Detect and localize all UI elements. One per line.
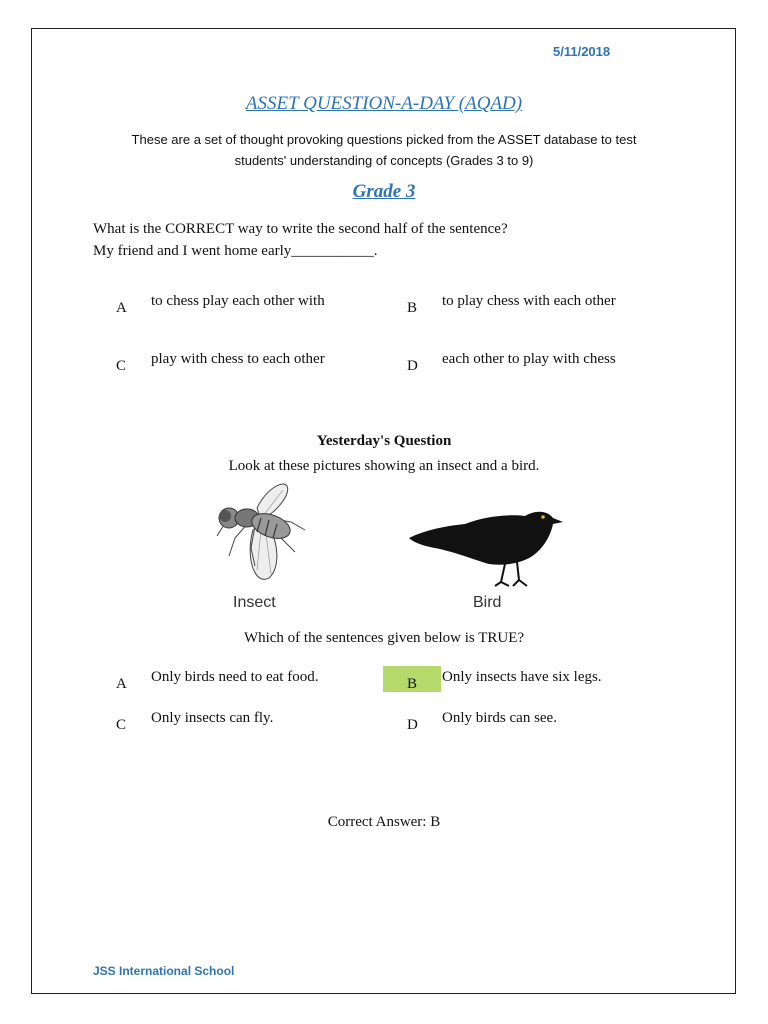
y-option-a-letter: A [116, 676, 127, 692]
correct-answer: Correct Answer: B [327, 814, 441, 830]
intro-line-2: students' understanding of concepts (Grades 3 to 9) [234, 153, 534, 168]
y-option-c-letter: C [116, 717, 127, 733]
insect-caption: Insect [233, 594, 276, 611]
option-a-letter: A [116, 300, 127, 316]
option-d-letter: D [407, 358, 418, 374]
y-option-c-text: Only insects can fly. [151, 710, 274, 726]
today-question-line-1: What is the CORRECT way to write the second half of the sentence? [93, 221, 508, 237]
page-title: ASSET QUESTION-A-DAY (AQAD) [245, 93, 523, 114]
today-question-line-2: My friend and I went home early___________. [93, 243, 378, 259]
option-b-letter: B [407, 300, 418, 316]
option-c-letter: C [116, 358, 127, 374]
option-c-text: play with chess to each other [151, 351, 325, 367]
yesterday-prompt: Look at these pictures showing an insect and a bird. [228, 458, 540, 474]
y-option-b-text: Only insects have six legs. [442, 669, 602, 685]
y-option-d-text: Only birds can see. [442, 710, 557, 726]
intro-text [90, 129, 678, 171]
blackbird-icon [405, 506, 565, 590]
date: 5/11/2018 [553, 44, 611, 59]
option-d-text: each other to play with chess [442, 351, 616, 367]
yesterday-question: Which of the sentences given below is TRUE? [243, 630, 525, 646]
option-a-text: to chess play each other with [151, 293, 325, 309]
yesterday-heading: Yesterday's Question [316, 433, 452, 449]
y-option-d-letter: D [407, 717, 418, 733]
page-border [31, 28, 736, 994]
y-option-b-letter: B [407, 676, 418, 692]
y-option-a-text: Only birds need to eat food. [151, 669, 319, 685]
school-footer: JSS International School [93, 964, 235, 978]
bird-caption: Bird [473, 594, 502, 611]
today-question [93, 218, 508, 262]
option-b-text: to play chess with each other [442, 293, 616, 309]
grade-heading: Grade 3 [352, 181, 416, 202]
intro-line-1: These are a set of thought provoking questions picked from the ASSET database to test [131, 132, 637, 147]
fly-icon [205, 478, 315, 590]
